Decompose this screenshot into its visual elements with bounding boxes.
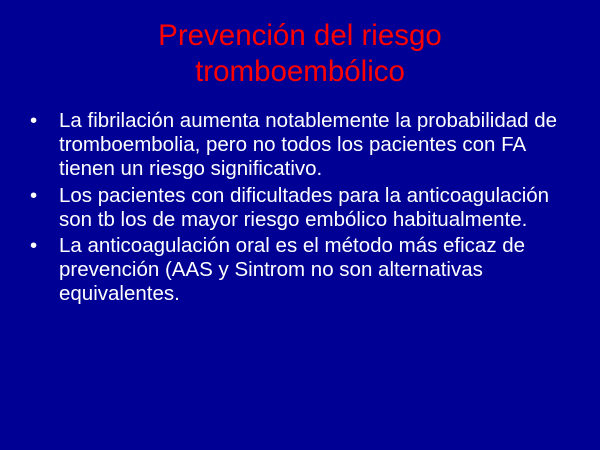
bullet-text-2: Los pacientes con dificultades para la anticoagulación son tb los de mayor riesgo embólico habitualmente. — [59, 183, 550, 231]
bullet-text-3: La anticoagulación oral es el método más eficaz de prevención (AAS y Sintrom no son alternativas equivalentes. — [59, 234, 526, 306]
slide-title — [40, 18, 560, 90]
bullet-icon: • — [30, 109, 38, 132]
bullet-icon: • — [30, 183, 38, 207]
slide-title-line-1: Prevención del riesgo — [158, 19, 442, 52]
bullet-item-2 — [30, 184, 580, 232]
bullet-list — [30, 109, 580, 309]
slide-title-line-2: tromboembólico — [195, 55, 405, 88]
bullet-item-3 — [30, 234, 580, 307]
bullet-icon: • — [30, 234, 38, 258]
bullet-text-1: La fibrilación aumenta notablemente la probabilidad de tromboembolia, pero no todos los pacientes con FA tienen un riesgo significativo. — [59, 109, 558, 181]
bullet-item-1 — [30, 109, 580, 182]
